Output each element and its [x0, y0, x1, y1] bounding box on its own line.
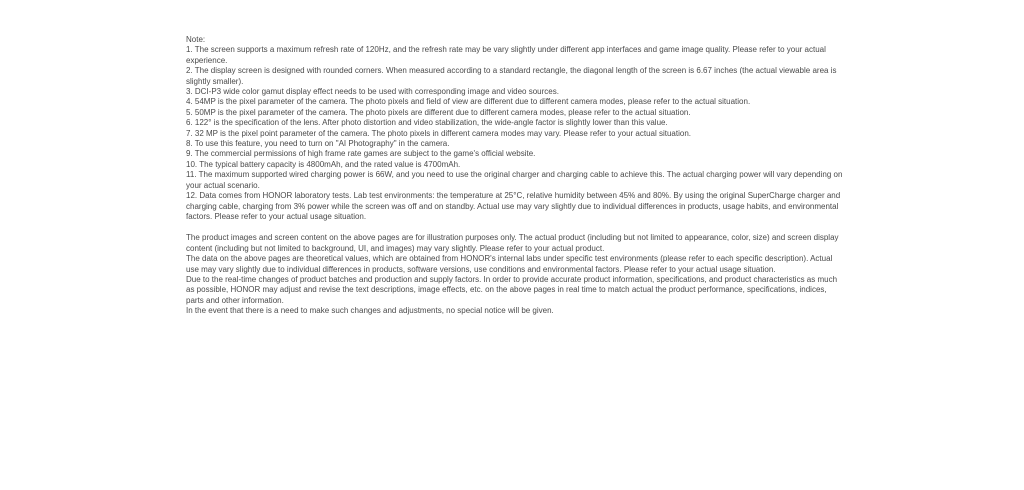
- note-item: 5. 50MP is the pixel parameter of the camera. The photo pixels are different due to different camera modes, please refer to the actual situation.: [186, 107, 691, 117]
- footer-paragraph: The data on the above pages are theoretical values, which are obtained from HONOR's internal labs under specific test environments (please refer to each specific description). Actual use may vary slightly due to individual differences in products, software versions, use conditions and environmental factors. Please refer to your actual usage situation.: [186, 254, 833, 274]
- note-item: 6. 122° is the specification of the lens. After photo distortion and video stabilization, the wide-angle factor is slightly lower than this value.: [186, 118, 668, 128]
- footer-disclaimer: [186, 233, 846, 316]
- footer-paragraph: In the event that there is a need to make such changes and adjustments, no special notice will be given.: [186, 306, 554, 316]
- note-item: 2. The display screen is designed with rounded corners. When measured according to a standard rectangle, the diagonal length of the screen is 6.67 inches (the actual viewable area is slightly smaller).: [186, 66, 837, 86]
- note-item: 3. DCI-P3 wide color gamut display effect needs to be used with corresponding image and video sources.: [186, 87, 559, 97]
- note-item: 11. The maximum supported wired charging power is 66W, and you need to use the original charger and charging cable to achieve this. The actual charging power will vary depending on your actual scenario.: [186, 170, 843, 190]
- notes-list: [186, 45, 846, 222]
- footer-paragraph: The product images and screen content on the above pages are for illustration purposes only. The actual product (including but not limited to appearance, color, size) and screen display content (including but not limited to background, UI, and images) may vary slightly. Please refer to your actual product.: [186, 233, 839, 253]
- note-item: 10. The typical battery capacity is 4800mAh, and the rated value is 4700mAh.: [186, 159, 461, 169]
- note-item: 9. The commercial permissions of high frame rate games are subject to the game's official website.: [186, 149, 536, 159]
- disclaimer-section: [186, 35, 846, 317]
- note-item: 12. Data comes from HONOR laboratory tests. Lab test environments: the temperature at 25°C, relative humidity between 45% and 80%. By using the original SuperCharge charger and charging cable, charging from 3% power while the screen was off and on standby. Actual use may vary slightly due to individual differences in products, usage habits, and environmental factors. Please refer to your actual usage situation.: [186, 191, 841, 221]
- note-item: 1. The screen supports a maximum refresh rate of 120Hz, and the refresh rate may be vary slightly under different app interfaces and game image quality. Please refer to your actual experience.: [186, 45, 826, 65]
- note-item: 8. To use this feature, you need to turn on "AI Photography" in the camera.: [186, 139, 450, 149]
- note-item: 7. 32 MP is the pixel point parameter of the camera. The photo pixels in different camera modes may vary. Please refer to your actual situation.: [186, 128, 691, 138]
- footer-paragraph: Due to the real-time changes of product batches and production and supply factors. In order to provide accurate product information, specifications, and product characteristics as much as possible, HONOR may adjust and revise the text descriptions, image effects, etc. on the above pages in real time to match actual the product performance, specifications, indices, parts and other information.: [186, 274, 838, 305]
- note-item: 4. 54MP is the pixel parameter of the camera. The photo pixels and field of view are different due to different camera modes, please refer to the actual situation.: [186, 97, 751, 107]
- note-heading: Note:: [186, 35, 206, 44]
